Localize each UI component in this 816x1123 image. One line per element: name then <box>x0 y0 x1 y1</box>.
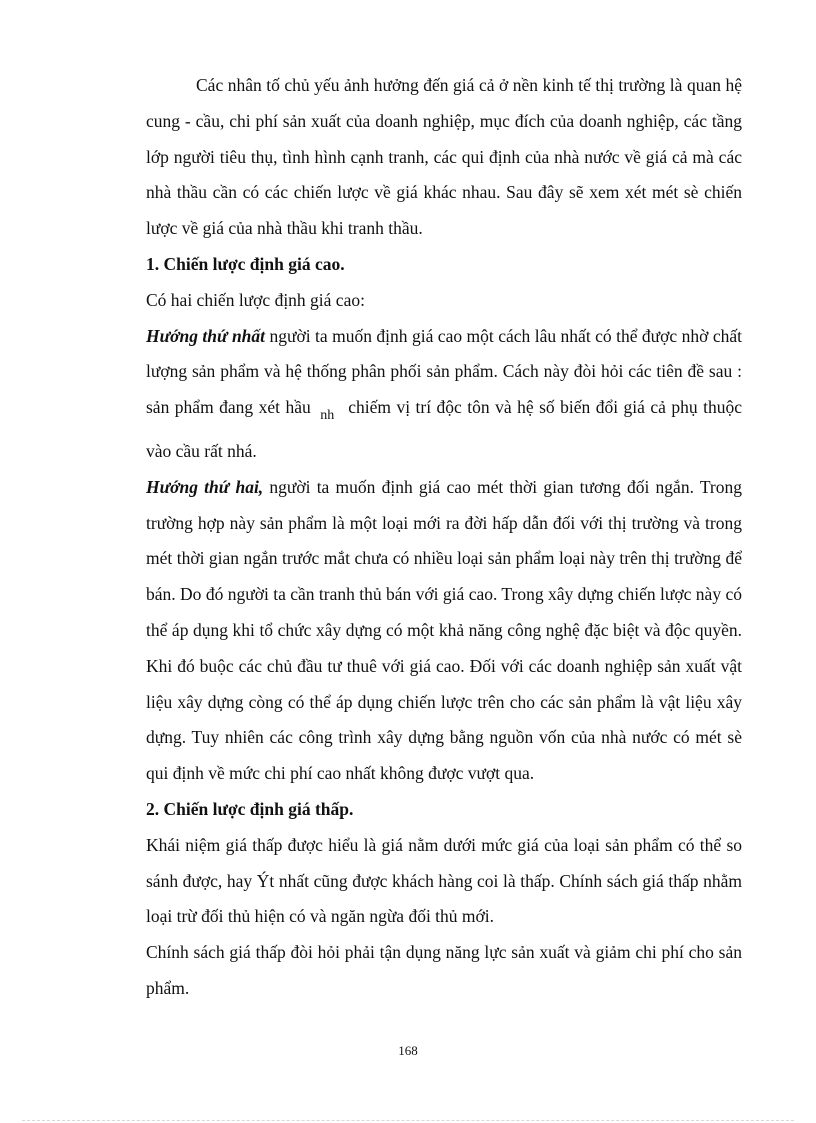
first-approach-text: người ta muốn định giá cao một cách lâu nhất có thể được nhờ chất lượng sản phẩm và hệ thống phân phối sản phẩm. Cách này đòi hỏi các tiên đề sau : sản phẩm đang xét hầu <box>146 325 742 418</box>
section-2-paragraph-1: Khái niệm giá thấp được hiểu là giá nằm dưới mức giá của loại sản phẩm có thể so sánh được, hay Ýt nhất cũng được khách hàng coi là thấp. Chính sách giá thấp nhằm loại trừ đối thủ hiện có và ngăn ngừa đối thủ mới. <box>146 834 742 927</box>
section-2-heading-text: 2. Chiến lược định giá thấp <box>146 798 350 819</box>
first-approach-sub-mark: nh <box>320 408 335 424</box>
section-2-heading-period: . <box>349 798 354 819</box>
section-2-paragraph-2: Chính sách giá thấp đòi hỏi phải tận dụng năng lực sản xuất và giảm chi phí cho sản phẩm. <box>146 942 742 998</box>
page-number: 168 <box>398 1043 418 1058</box>
first-approach-text-end: chiếm vị trí độc tôn và hệ số biến đổi giá cả phụ thuộc vào cầu rất nhá. <box>146 397 742 461</box>
section-2-heading <box>146 792 742 828</box>
second-approach-text: người ta muốn định giá cao mét thời gian tương đối ngắn. Trong trường hợp này sản phẩm là một loại mới ra đời hấp dẫn đối với thị trường và trong mét thời gian ngắn trước mắt chưa có nhiều loại sản phẩm loại này trên thị trường để bán. Do đó người ta cần tranh thủ bán với giá cao. Trong xây dựng chiến lược này có thể áp dụng khi tổ chức xây dựng có một khả năng công nghệ đặc biệt và độc quyền. Khi đó buộc các chủ đầu tư thuê với giá cao. Đối với các doanh nghiệp sản xuất vật liệu xây dựng còng có thể áp dụng chiến lược trên cho các sản phẩm là vật liệu xây dựng. Tuy nhiên các công trình xây dựng bằng nguồn vốn của nhà nước có mét sè qui định về mức chi phí cao nhất không được vượt qua. <box>146 476 742 784</box>
first-approach-paragraph <box>146 319 742 470</box>
section-1-heading: 1. Chiến lược định giá cao. <box>146 253 345 274</box>
second-approach-label: Hướng thứ hai, <box>146 476 264 497</box>
footer-divider <box>22 1120 794 1121</box>
intro-paragraph: Các nhân tố chủ yếu ảnh hưởng đến giá cả ở nền kinh tế thị trường là quan hệ cung - cầu, chi phí sản xuất của doanh nghiệp, mục đích của doanh nghiệp, các tầng lớp người tiêu thụ, tình hình cạnh tranh, các qui định của nhà nước về giá cả mà các nhà thầu cần có các chiến lược về giá khác nhau. Sau đây sẽ xem xét mét sè chiến lược về giá của nhà thầu khi tranh thầu. <box>146 75 742 239</box>
section-1-lead-in: Có hai chiến lược định giá cao: <box>146 289 365 310</box>
first-approach-label: Hướng thứ nhất <box>146 325 266 346</box>
page-body <box>146 68 742 1007</box>
second-approach-paragraph <box>146 470 742 792</box>
